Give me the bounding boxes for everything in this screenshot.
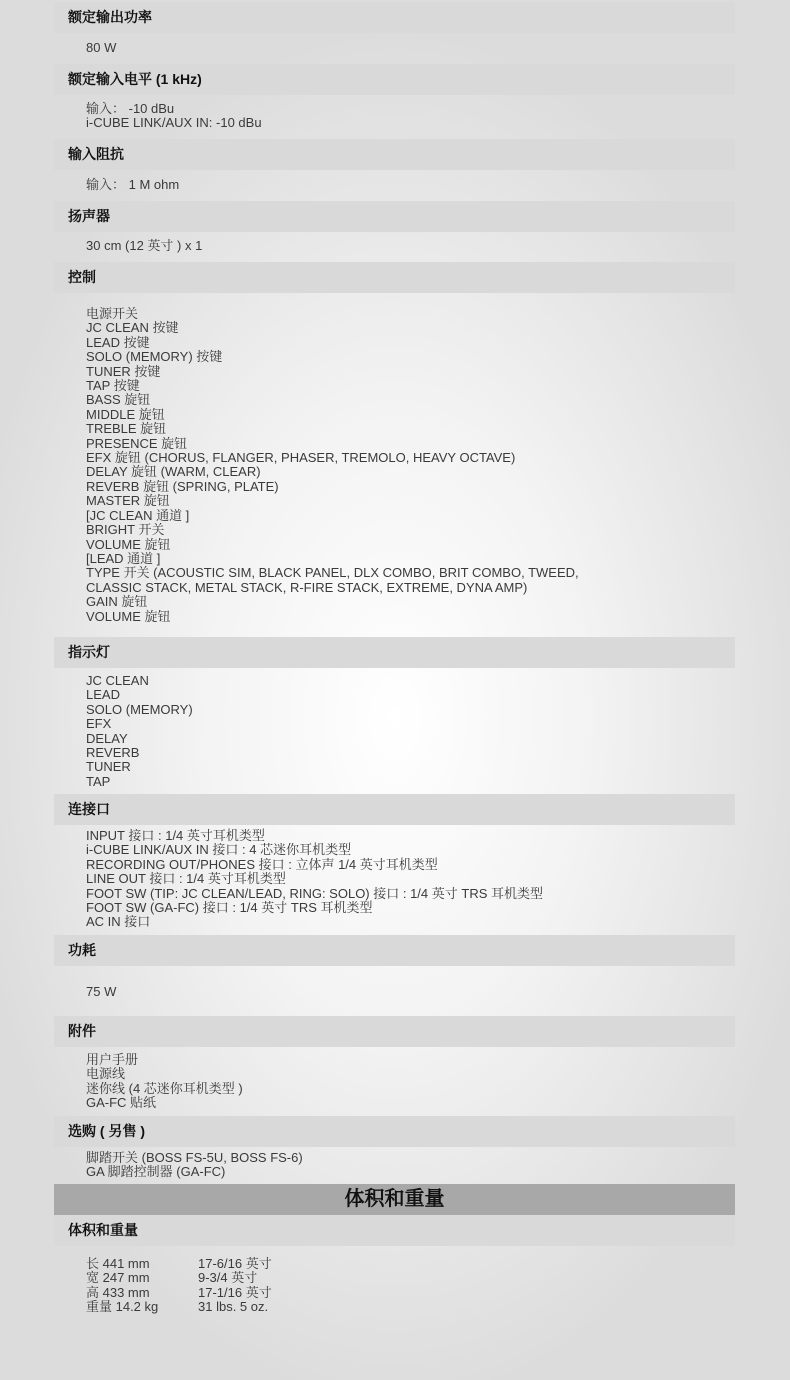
spec-line: PRESENCE 旋钮 <box>86 435 188 451</box>
spec-line: MIDDLE 旋钮 <box>86 406 165 422</box>
spec-line: BASS 旋钮 <box>86 392 151 408</box>
spec-line: CLASSIC STACK, METAL STACK, R-FIRE STACK, EXTREME, DYNA AMP) <box>86 579 528 595</box>
section-body-rated-output <box>86 41 726 55</box>
spec-line: TAP 按键 <box>86 378 140 394</box>
spec-line: TAP <box>86 773 111 789</box>
spec-line: 80 W <box>86 40 117 55</box>
spec-line: LEAD <box>86 687 120 703</box>
section-body-accessories <box>86 1053 726 1111</box>
metric-height: 高 433 mm <box>86 1284 150 1300</box>
spec-line: GAIN 旋钮 <box>86 594 148 610</box>
spec-line: EFX 旋钮 (CHORUS, FLANGER, PHASER, TREMOLO, HEAVY OCTAVE) <box>86 450 516 466</box>
metric-width: 宽 247 mm <box>86 1270 150 1286</box>
imperial-weight: 31 lbs. 5 oz. <box>198 1299 269 1315</box>
spec-line: TUNER <box>86 759 131 775</box>
spec-line: REVERB 旋钮 (SPRING, PLATE) <box>86 478 279 494</box>
dimensions-metric-column <box>86 1257 158 1315</box>
spec-line: INPUT 接口 : 1/4 英寸耳机类型 <box>86 828 265 843</box>
section-header-rated-output: 额定输出功率 <box>54 2 735 33</box>
spec-line: DELAY 旋钮 (WARM, CLEAR) <box>86 464 261 480</box>
spec-line: 用户手册 <box>86 1052 139 1067</box>
spec-line: MASTER 旋钮 <box>86 493 170 509</box>
spec-line: i-CUBE LINK/AUX IN: -10 dBu <box>86 115 262 131</box>
spec-line: RECORDING OUT/PHONES 接口 : 立体声 1/4 英寸耳机类型 <box>86 856 438 872</box>
imperial-width: 9-3/4 英寸 <box>198 1270 258 1286</box>
spec-line: JC CLEAN 按键 <box>86 320 179 336</box>
spec-line: BRIGHT 开关 <box>86 522 165 538</box>
spec-line: EFX <box>86 716 112 732</box>
metric-length: 长 441 mm <box>86 1256 150 1271</box>
spec-line: LINE OUT 接口 : 1/4 英寸耳机类型 <box>86 871 286 887</box>
spec-line: GA 脚踏控制器 (GA-FC) <box>86 1164 226 1180</box>
spec-line: SOLO (MEMORY) 按键 <box>86 349 223 365</box>
section-header-rated-input-level: 额定输入电平 (1 kHz) <box>54 64 735 95</box>
spec-line: FOOT SW (TIP: JC CLEAN/LEAD, RING: SOLO) 接口 : 1/4 英寸 TRS 耳机类型 <box>86 885 543 901</box>
spec-line: FOOT SW (GA-FC) 接口 : 1/4 英寸 TRS 耳机类型 <box>86 900 373 916</box>
imperial-length: 17-6/16 英寸 <box>198 1256 272 1271</box>
spec-line: [JC CLEAN 通道 ] <box>86 507 190 523</box>
section-body-input-impedance <box>86 178 726 192</box>
spec-line: 输入： -10 dBu <box>86 101 175 116</box>
spec-line: 电源开关 <box>86 306 139 321</box>
section-header-controls: 控制 <box>54 262 735 293</box>
metric-weight: 重量 14.2 kg <box>86 1299 159 1315</box>
section-header-dimensions-weight: 体积和重量 <box>54 1215 735 1246</box>
spec-line: GA-FC 贴纸 <box>86 1095 157 1111</box>
section-body-power-consumption <box>86 985 726 999</box>
dimensions-imperial-column <box>198 1257 272 1315</box>
spec-line: 电源线 <box>86 1066 126 1082</box>
spec-line: VOLUME 旋钮 <box>86 536 171 552</box>
spec-line: i-CUBE LINK/AUX IN 接口 : 4 芯迷你耳机类型 <box>86 842 352 858</box>
spec-line: [LEAD 通道 ] <box>86 550 161 566</box>
spec-line: DELAY <box>86 730 128 746</box>
section-header-connectors: 连接口 <box>54 794 735 825</box>
section-header-power-consumption: 功耗 <box>54 935 735 966</box>
section-body-options <box>86 1151 726 1180</box>
spec-line: VOLUME 旋钮 <box>86 608 171 624</box>
section-body-speaker <box>86 239 726 253</box>
spec-line: 输入： 1 M ohm <box>86 177 180 192</box>
spec-line: REVERB <box>86 745 140 761</box>
section-header-input-impedance: 输入阻抗 <box>54 139 735 170</box>
spec-line: 脚踏开关 (BOSS FS-5U, BOSS FS-6) <box>86 1150 303 1165</box>
section-header-speaker: 扬声器 <box>54 201 735 232</box>
spec-line: 迷你线 (4 芯迷你耳机类型 ) <box>86 1080 243 1096</box>
spec-line: 30 cm (12 英寸 ) x 1 <box>86 238 203 253</box>
spec-line: 75 W <box>86 984 117 999</box>
section-header-indicators: 指示灯 <box>54 637 735 668</box>
section-body-indicators <box>86 674 726 789</box>
spec-line: TUNER 按键 <box>86 363 161 379</box>
section-body-rated-input-level <box>86 102 726 131</box>
section-body-connectors <box>86 829 726 930</box>
spec-line: JC CLEAN <box>86 673 149 688</box>
imperial-height: 17-1/16 英寸 <box>198 1284 272 1300</box>
section-header-options: 选购 ( 另售 ) <box>54 1116 735 1147</box>
dimensions-weight-banner: 体积和重量 <box>54 1184 735 1215</box>
spec-line: TYPE 开关 (ACOUSTIC SIM, BLACK PANEL, DLX COMBO, BRIT COMBO, TWEED, <box>86 565 579 581</box>
spec-line: AC IN 接口 <box>86 914 151 930</box>
section-header-accessories: 附件 <box>54 1016 735 1047</box>
section-body-controls <box>86 307 726 624</box>
spec-line: LEAD 按键 <box>86 334 150 350</box>
spec-line: TREBLE 旋钮 <box>86 421 167 437</box>
spec-line: SOLO (MEMORY) <box>86 701 193 717</box>
